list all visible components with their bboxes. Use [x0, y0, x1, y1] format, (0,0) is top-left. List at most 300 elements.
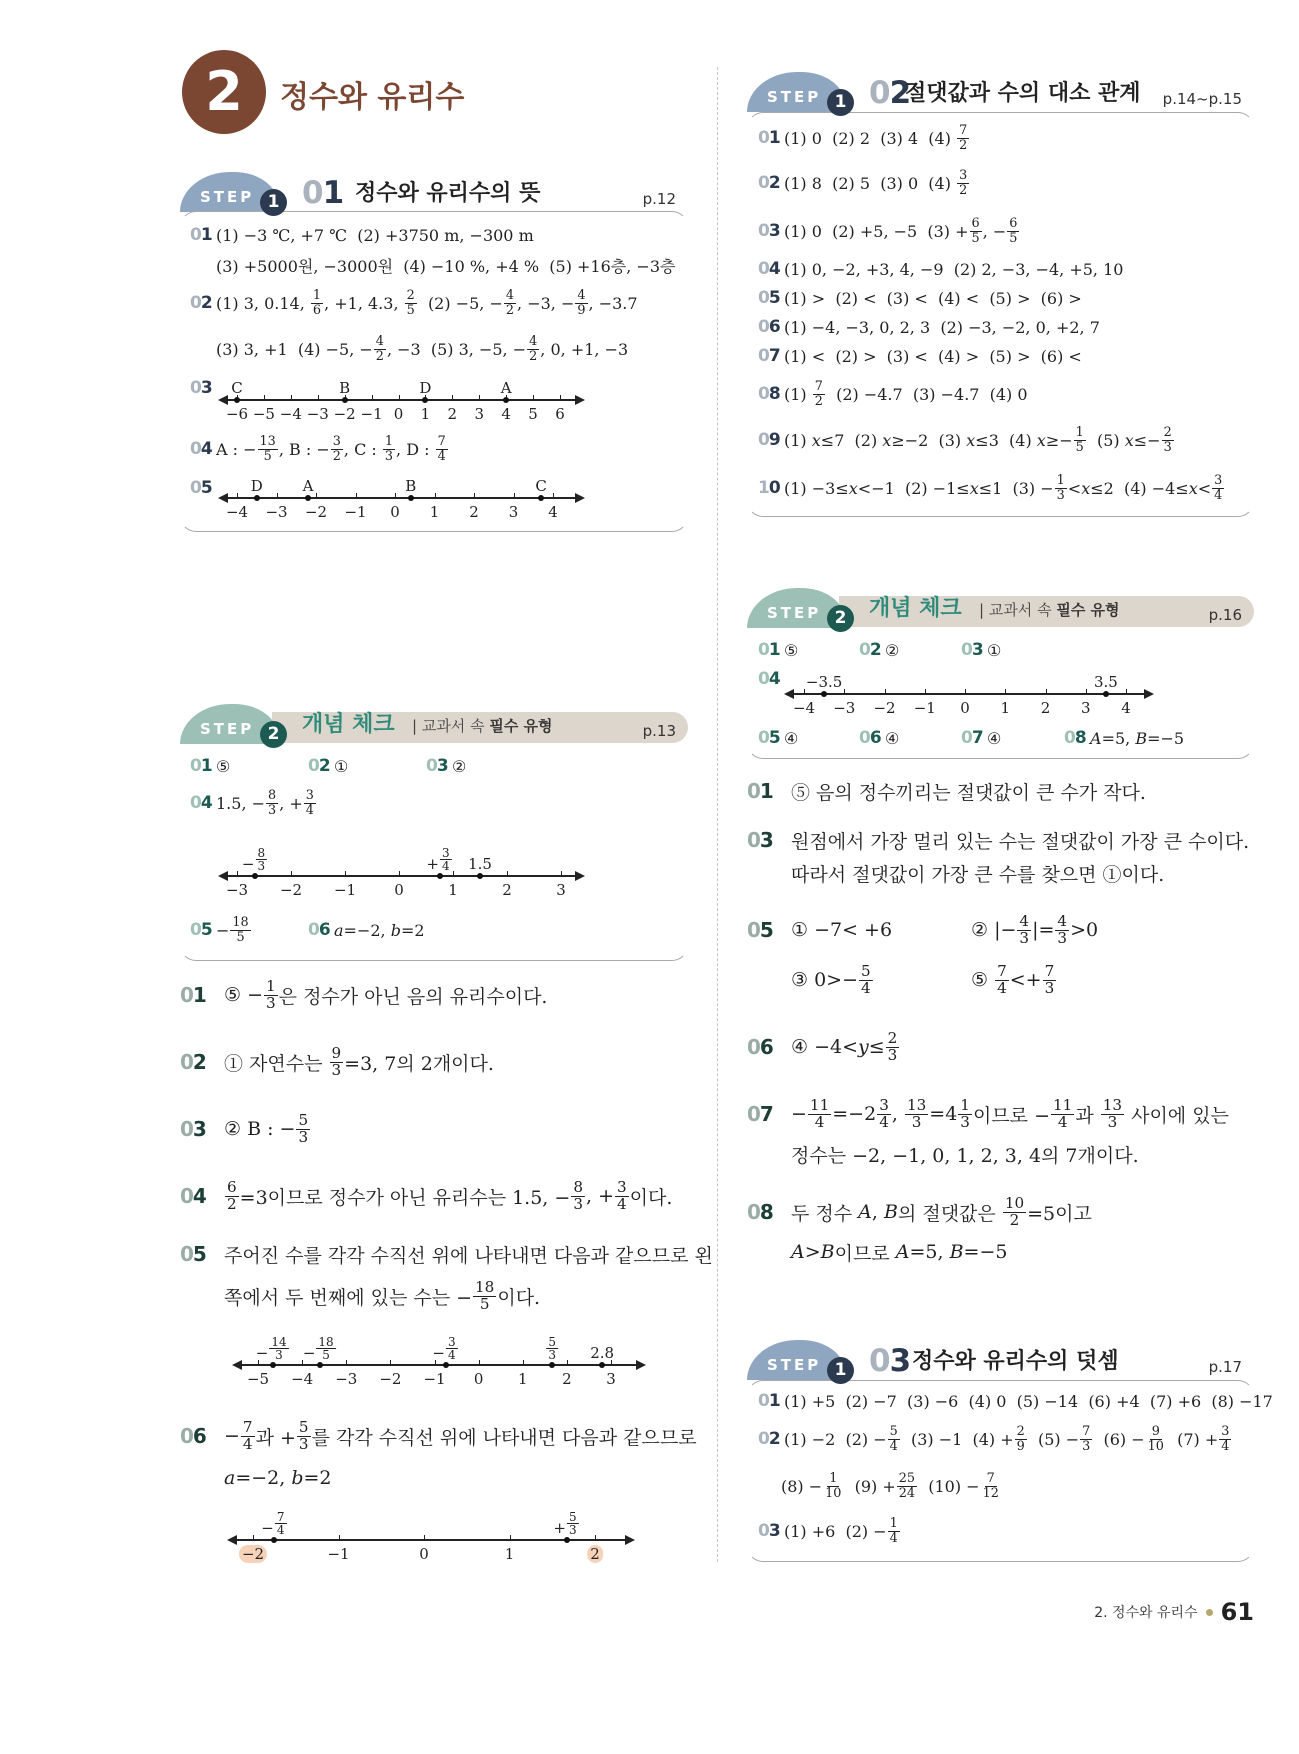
denominator: 4	[889, 1438, 898, 1454]
point-label	[251, 477, 263, 495]
math-text: <	[1197, 478, 1212, 498]
question-number: 01	[180, 983, 206, 1007]
math-text: ④	[987, 728, 1002, 748]
point-label	[1094, 673, 1118, 691]
fraction	[859, 961, 873, 997]
math-text: 원점에서 가장 멀리 있는 수는 절댓값이 가장 큰 수이다.	[791, 830, 1250, 853]
numerator: 7	[986, 1471, 995, 1487]
math-text: (1) > (2) < (3) < (4) < (5) > (6) >	[784, 288, 1082, 308]
step-label: STEP	[767, 88, 822, 106]
denominator: 2	[505, 302, 515, 318]
fraction	[1101, 1095, 1124, 1131]
answer-row	[758, 344, 1082, 368]
denominator: 9	[577, 302, 586, 318]
denominator: 3	[1163, 439, 1172, 455]
numerator: 13	[1102, 1095, 1123, 1114]
fraction	[546, 1336, 558, 1362]
point-marker	[252, 873, 258, 879]
fraction	[1162, 426, 1174, 454]
answer-row	[758, 1424, 1232, 1454]
math-text: ≤	[868, 1036, 885, 1058]
tick-mark	[533, 395, 534, 401]
tick-mark	[1086, 689, 1087, 695]
math-text: , −3 (5) 3, −5, −	[386, 339, 527, 359]
denominator: 3	[298, 1127, 309, 1146]
denominator: 4	[879, 1112, 889, 1131]
answer-text	[224, 1417, 697, 1453]
math-text: −	[302, 1344, 316, 1362]
answer-text	[784, 474, 1225, 502]
denominator: 5	[479, 1294, 490, 1313]
math-text: (7) +	[1166, 1429, 1219, 1449]
answer-text	[216, 435, 449, 463]
question-number: 02	[758, 1429, 780, 1449]
math-text: A	[302, 477, 314, 495]
section-title: 정수와 유리수의 덧셈	[912, 1349, 1119, 1374]
numerator: 18	[475, 1277, 495, 1296]
tick-mark	[346, 1360, 347, 1366]
math-text: , 0, +1, −3	[540, 339, 629, 359]
fraction	[970, 217, 982, 245]
question-number: 03	[758, 221, 780, 241]
math-text: ④ −4<	[791, 1036, 859, 1058]
answer-text	[885, 729, 899, 748]
denominator: 2	[814, 393, 823, 409]
math-text: 이므로 −	[972, 1104, 1050, 1127]
answer-text	[784, 1425, 1232, 1453]
tick-mark	[453, 871, 454, 877]
answer-row	[216, 334, 629, 364]
answer-row	[758, 216, 1020, 246]
tick-label: −1	[360, 405, 383, 423]
tick-mark	[356, 493, 357, 499]
math-text: B	[339, 379, 351, 397]
tick-label: −2	[379, 1370, 402, 1388]
math-text: =−2,	[343, 920, 391, 940]
question-number: 03	[180, 1117, 206, 1141]
fraction	[571, 1177, 585, 1213]
math-text: D	[250, 477, 263, 495]
denominator: 12	[982, 1485, 999, 1501]
question-number: 06	[859, 728, 881, 748]
tick-label: −1	[423, 1370, 446, 1388]
denominator: 3	[1057, 928, 1068, 947]
fraction	[957, 169, 969, 197]
numerator: 1	[829, 1471, 838, 1487]
tick-mark	[399, 395, 400, 401]
denominator: 3	[266, 993, 276, 1012]
math-text: |=	[1032, 919, 1055, 941]
math-text: , B : −	[278, 439, 330, 459]
math-text: A	[500, 379, 512, 397]
fraction	[446, 1336, 458, 1362]
fraction	[886, 1028, 900, 1064]
math-text: ①	[987, 640, 1002, 660]
numerator: 5	[548, 1334, 556, 1349]
question-number: 03	[747, 828, 773, 852]
math-text: (1) < (2) > (3) < (4) > (5) > (6) <	[784, 346, 1082, 366]
tick-label: 6	[555, 405, 565, 423]
denominator: 5	[236, 929, 245, 945]
arrow-left-icon	[784, 689, 794, 699]
numerator: 8	[573, 1177, 583, 1196]
fraction	[504, 289, 516, 317]
fraction	[1074, 426, 1086, 454]
tick-label: −4	[279, 405, 302, 423]
math-text: 를 각각 수직선 위에 나타내면 다음과 같으므로	[311, 1426, 697, 1449]
question-number: 05	[758, 288, 780, 308]
tick-label: 3	[556, 881, 566, 899]
question-number: 02	[758, 173, 780, 193]
denominator: 3	[573, 1194, 583, 1213]
numerator: 13	[259, 434, 276, 450]
denominator: 2	[227, 1194, 237, 1213]
tick-label: −1	[327, 1545, 350, 1563]
denominator: 2	[959, 182, 968, 198]
fraction	[981, 1472, 1001, 1500]
explanation-row	[791, 1142, 1139, 1166]
subtitle-prefix: 교과서 속	[421, 717, 490, 735]
answer-text	[216, 254, 675, 277]
explanation-row	[971, 911, 1099, 947]
fraction	[258, 435, 278, 463]
denominator: 3	[384, 448, 394, 464]
denominator: 2	[332, 448, 341, 464]
section-header-01	[180, 172, 688, 212]
answer-text	[791, 778, 1146, 805]
tick-label: 0	[419, 1545, 429, 1563]
fraction	[330, 1043, 344, 1079]
math-text: −	[255, 1344, 269, 1362]
fraction	[316, 1336, 335, 1362]
numerator: 2	[1163, 425, 1172, 441]
fraction	[269, 1336, 288, 1362]
fraction	[241, 1417, 255, 1453]
math-text: −3.5	[805, 673, 843, 691]
numerator: 1	[266, 976, 276, 995]
answer-row	[190, 434, 449, 464]
math-text: ≥−	[1045, 430, 1073, 450]
numerator: 9	[1151, 1424, 1160, 1440]
point-label	[590, 1344, 614, 1362]
numerator: 5	[568, 1509, 577, 1524]
fraction	[374, 335, 386, 363]
denominator: 2	[1009, 1210, 1020, 1229]
page-reference: p.17	[1208, 1358, 1242, 1376]
math-text: , +	[585, 1185, 614, 1207]
math-text: (3) 3, +1 (4) −5, −	[216, 339, 373, 359]
math-text: =5,	[1101, 728, 1136, 748]
answer-text	[791, 1028, 900, 1064]
math-text: (1) +6 (2) −	[784, 1521, 887, 1541]
answer-text	[1090, 729, 1184, 748]
denominator: 3	[911, 1112, 922, 1131]
tick-label: 5	[528, 405, 538, 423]
math-text: ⑤	[216, 756, 231, 776]
answer-text	[784, 169, 970, 197]
answer-row	[758, 726, 798, 750]
tick-label: −2	[333, 405, 356, 423]
tick-label: −4	[792, 699, 816, 717]
point-marker	[234, 397, 240, 403]
denominator: 5	[406, 302, 415, 318]
math-text: C	[535, 477, 547, 495]
tick-label: −3	[335, 1370, 358, 1388]
question-number: 04	[758, 259, 780, 279]
point-marker	[254, 495, 260, 501]
answer-text	[791, 919, 892, 941]
tick-mark	[925, 689, 926, 695]
math-text: 따라서 절댓값이 가장 큰 수를 찾으면 ①이다.	[791, 863, 1165, 886]
numerator: 1	[312, 288, 322, 304]
tick-label: 3	[606, 1370, 616, 1388]
math-text: (1) 8 (2) 5 (3) 0 (4)	[784, 173, 957, 193]
question-number: 03	[758, 1521, 780, 1541]
fraction	[527, 335, 539, 363]
math-variable: b	[291, 1467, 304, 1489]
denominator: 4	[441, 859, 450, 874]
math-text: −	[241, 855, 255, 873]
math-variable: x	[882, 430, 892, 450]
axis-line	[222, 875, 581, 877]
denominator: 3	[298, 1434, 309, 1453]
numerator: 1	[889, 1516, 898, 1532]
arrow-right-icon	[625, 1535, 635, 1545]
explanation-row	[971, 961, 1057, 997]
numerator: 6	[971, 216, 980, 232]
question-number: 08	[1064, 728, 1086, 748]
math-variable: A	[858, 1201, 872, 1223]
answer-row	[308, 918, 425, 942]
denominator: 4	[1057, 1112, 1068, 1131]
tick-label: −2	[239, 1545, 267, 1563]
denominator: 3	[331, 1060, 342, 1079]
math-text: (5) −	[1027, 1429, 1080, 1449]
answer-text	[784, 217, 1020, 245]
explanation-row	[180, 1110, 311, 1146]
fraction	[225, 1177, 239, 1213]
page-reference: p.12	[642, 190, 676, 208]
math-text: ④	[885, 728, 900, 748]
point-marker	[599, 1362, 605, 1368]
answer-text	[987, 641, 1001, 660]
math-text: =4	[929, 1103, 958, 1125]
denominator: 4	[814, 1112, 825, 1131]
numerator: 7	[276, 1509, 285, 1524]
tick-mark	[390, 1360, 391, 1366]
answer-text	[971, 961, 1057, 997]
answer-row	[190, 288, 638, 318]
tick-mark	[1005, 689, 1006, 695]
answer-row	[758, 257, 1123, 281]
section-subtitle: | 교과서 속 필수 유형	[979, 601, 1120, 619]
numerator: 3	[616, 1177, 627, 1196]
math-text: (3) +5000원, −3000원 (4) −10 %, +4 % (5) +16층, −3층	[216, 256, 676, 276]
fraction	[1219, 1425, 1231, 1453]
fraction	[440, 847, 452, 873]
fraction	[331, 435, 343, 463]
math-variable: b	[390, 920, 401, 940]
math-text: D	[419, 379, 432, 397]
denominator: 3	[268, 802, 277, 818]
math-text: −	[261, 1519, 274, 1537]
math-text: =3이므로 정수가 아닌 유리수는 1.5, −	[239, 1186, 571, 1209]
denominator: 5	[263, 448, 272, 464]
numerator: 4	[375, 334, 384, 350]
tick-label: 1	[504, 1545, 515, 1563]
arrow-left-icon	[232, 1360, 242, 1370]
math-text: (6) −	[1093, 1429, 1145, 1449]
numerator: 3	[441, 845, 450, 860]
answer-row	[758, 168, 970, 198]
question-number: 09	[758, 430, 780, 450]
point-label	[242, 847, 268, 873]
section-header-step2-p13	[180, 704, 688, 744]
math-text: (9) +	[844, 1476, 896, 1496]
point-label	[339, 379, 350, 397]
denominator: 5	[322, 1348, 330, 1363]
tick-mark	[479, 1360, 480, 1366]
section-title: 정수와 유리수의 뜻	[355, 181, 541, 206]
math-variable: x	[966, 430, 976, 450]
tick-label: −1	[913, 699, 936, 717]
math-variable: A	[1090, 728, 1102, 748]
question-number: 01	[758, 640, 780, 660]
fraction	[264, 976, 278, 1012]
answer-text	[216, 289, 638, 317]
tick-label: 1	[429, 503, 440, 521]
point-marker	[477, 873, 483, 879]
section-header-step2-p16	[747, 588, 1254, 628]
answer-text	[784, 289, 1082, 308]
answer-row	[190, 376, 216, 400]
tick-label: 1	[420, 405, 431, 423]
question-number: 01	[758, 1391, 780, 1411]
tick-label: −3	[306, 405, 329, 423]
math-text: ④	[784, 728, 799, 748]
answer-text	[216, 335, 628, 363]
fraction	[1007, 217, 1019, 245]
question-number: 06	[747, 1035, 773, 1059]
denominator: 5	[971, 230, 980, 246]
numerator: 3	[1221, 1424, 1230, 1440]
answer-text	[784, 426, 1175, 454]
fraction	[995, 961, 1009, 997]
numerator: 1	[1056, 473, 1065, 489]
denominator: 9	[1016, 1438, 1025, 1454]
numerator: 5	[889, 1424, 898, 1440]
arrow-left-icon	[218, 493, 228, 503]
math-text: ①	[334, 756, 349, 776]
tick-mark	[291, 395, 292, 401]
fraction	[567, 1511, 579, 1537]
numerator: 18	[318, 1334, 334, 1349]
math-variable: B	[820, 1241, 835, 1263]
chapter-number-badge: 2	[182, 50, 266, 134]
section-title: 개념 체크	[302, 712, 395, 737]
math-text: ⑤	[784, 640, 799, 660]
answer-text	[224, 1043, 494, 1079]
denominator: 24	[898, 1485, 916, 1501]
tick-label: 4	[548, 503, 558, 521]
tick-mark	[560, 395, 561, 401]
fraction	[1055, 474, 1067, 502]
fraction	[823, 1472, 843, 1500]
question-number: 02	[180, 1050, 206, 1074]
tick-label: −3	[833, 699, 856, 717]
numerator: 25	[898, 1471, 916, 1487]
math-text: −	[216, 920, 230, 940]
math-text: 1.5	[468, 855, 492, 873]
answer-row	[426, 754, 466, 778]
denominator: 3	[548, 1348, 556, 1363]
numerator: 3	[448, 1334, 456, 1349]
fraction	[1017, 911, 1031, 947]
fraction	[473, 1277, 496, 1313]
fraction	[1055, 911, 1069, 947]
tick-mark	[804, 689, 805, 695]
question-number: 02	[308, 756, 330, 776]
explanation-row	[747, 918, 892, 942]
math-variable: x	[1036, 430, 1046, 450]
answer-text	[334, 757, 348, 776]
denominator: 10	[1147, 1438, 1164, 1454]
step-badge: 2	[827, 605, 854, 632]
answer-text	[224, 1241, 713, 1268]
point-label	[419, 379, 431, 397]
numerator: 14	[271, 1334, 287, 1349]
math-text: 이다.	[629, 1186, 673, 1209]
tick-mark	[479, 395, 480, 401]
tick-label: 3	[1080, 699, 1091, 717]
math-text: <−1 (2) −1≤	[857, 478, 970, 498]
question-number: 04	[190, 439, 212, 459]
answer-row	[961, 726, 1001, 750]
math-text: ① −7< +6	[791, 919, 893, 941]
numerator: 3	[332, 434, 341, 450]
numerator: 4	[505, 288, 515, 304]
math-text: 1.5, −	[216, 793, 266, 813]
answer-text	[784, 260, 1123, 279]
fraction	[905, 1095, 928, 1131]
math-text: (2) −5, −	[417, 293, 503, 313]
question-number: 05	[747, 918, 773, 942]
point-label	[303, 1336, 337, 1362]
fraction	[897, 1472, 917, 1500]
answer-row	[758, 123, 970, 153]
answer-row	[1064, 726, 1184, 750]
fraction	[296, 1110, 310, 1146]
section-number: 01	[302, 175, 344, 211]
question-number: 07	[758, 346, 780, 366]
math-text: =−5	[963, 1241, 1008, 1263]
explanation-row	[747, 1095, 1229, 1131]
answer-row	[190, 915, 252, 945]
math-text: ≤1 (3) −	[978, 478, 1054, 498]
math-text: (1)	[784, 384, 812, 404]
tick-mark	[523, 1360, 524, 1366]
tick-label: −2	[873, 699, 896, 717]
tick-mark	[514, 493, 515, 499]
answer-row	[758, 473, 1225, 503]
question-number: 08	[758, 384, 780, 404]
explanation-row	[180, 976, 548, 1012]
point-marker	[564, 1537, 570, 1543]
point-marker	[1103, 691, 1109, 697]
math-text: =2	[400, 920, 425, 940]
question-number: 06	[180, 1424, 206, 1448]
numerator: 5	[298, 1110, 309, 1129]
